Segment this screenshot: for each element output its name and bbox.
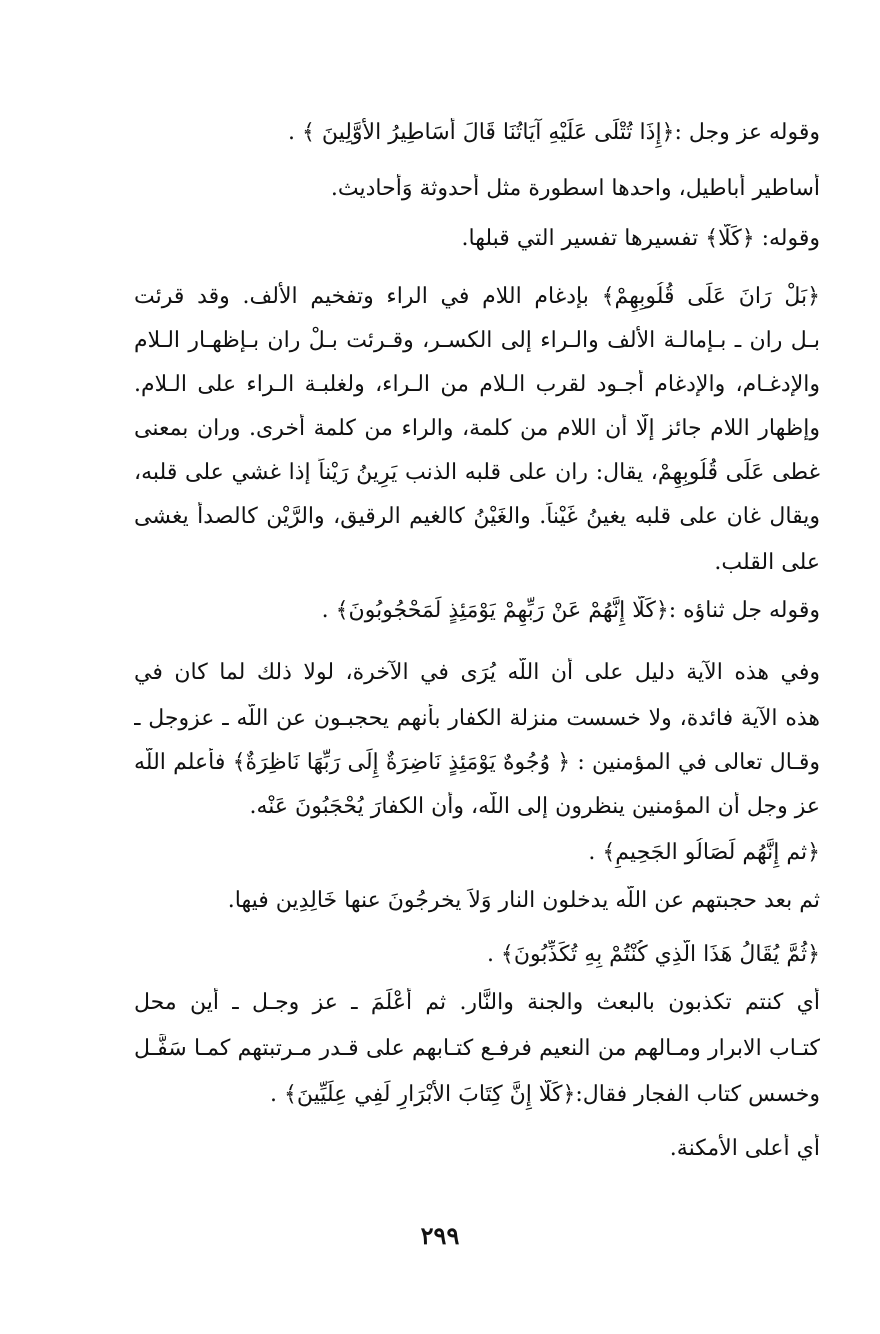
text-line: والإدغـام، والإدغام أجـود لقرب الـلام من الـراء، ولغلبـة الـراء على الـلام. [134,372,820,397]
text-line: أساطير أباطيل، واحدها اسطورة مثل أحدوثة وَأحاديث. [330,176,820,201]
text-line: ﴿بَلْ رَانَ عَلَى قُلُوبِهِمْ﴾ بإدغام اللام في الراء وتفخيم الألف. وقد قرئت [134,284,820,309]
text-line: وفي هذه الآية دليل على أن اللّه يُرَى في الآخرة، لولا ذلك لما كان في [134,660,820,685]
text-line: وقوله: ﴿كَلَّا﴾ تفسيرها تفسير التي قبلها. [461,226,820,251]
text-line: وقـال تعالى في المؤمنين : ﴿ وُجُوهٌ يَوْمَئِذٍ نَاضِرَةٌ إِلَى رَبِّهَا نَاظِرَةٌ﴾ فأعلم اللّه [134,750,820,775]
text-line: أي أعلى الأمكنة. [669,1136,820,1161]
text-line: ثم بعد حجبتهم عن اللّه يدخلون النار وَلاَ يخرجُونَ عنها خَالِدِين فيها. [227,888,820,913]
text-line: عز وجل أن المؤمنين ينظرون إلى اللّه، وأن الكفارَ يُحْجَبُونَ عَنْه. [249,794,820,819]
text-line: بـل ران ـ بـإمالـة الألف والـراء إلى الكسـر، وقـرئت بـلْ ران بـإظهـار الـلام [134,328,820,353]
text-line: كتـاب الابرار ومـالهم من النعيم فرفـع كتـابهم على قـدر مـرتبتهم كمـا سَفَّـل [134,1036,820,1061]
text-line: على القلب. [714,550,820,575]
text-line: غطى عَلَى قُلُوبِهِمْ، يقال: ران على قلبه الذنب يَرِينُ رَيْناً إذا غشي على قلبه، [134,460,820,485]
page-number: ٢٩٩ [420,1221,460,1250]
text-line: أي كنتم تكذبون بالبعث والجنة والنَّار. ثم أَعْلَمَ ـ عز وجـل ـ أين محل [134,990,820,1015]
text-line: وإظهار اللام جائز إلّا أن اللام من كلمة، والراء من كلمة أخرى. وران بمعنى [134,416,820,441]
text-line: وخسس كتاب الفجار فقال:﴿كَلَّا إِنَّ كِتَابَ الأَبْرَارِ لَفِي عِلِّيِّينَ﴾ . [269,1082,820,1107]
text-line: ويقال غان على قلبه يغينُ غَيْناً. والغَيْنُ كالغيم الرقيق، والرَّيْن كالصدأ يغشى [134,504,820,529]
text-line: هذه الآية فائدة، ولا خسست منزلة الكفار بأنهم يحجبـون عن اللّه ـ عزوجل ـ [134,706,820,731]
text-line: ﴿ثم إِنَّهُم لَصَالُو الجَحِيمِ﴾ . [588,840,820,865]
text-line: وقوله جل ثناؤه :﴿كَلَّا إِنَّهُمْ عَنْ رَبِّهِمْ يَوْمَئِذٍ لَمَحْجُوبُونَ﴾ . [321,598,820,623]
text-line: ﴿ثُمَّ يُقَالُ هَذَا الَّذِي كُنْتُمْ بِهِ تُكَذِّبُونَ﴾ . [486,942,820,967]
text-line: وقوله عز وجل :﴿إِذَا تُتْلَى عَلَيْهِ آيَاتُنَا قَالَ أَسَاطِيرُ الأَوَّلِينَ ﴾ . [287,120,820,145]
